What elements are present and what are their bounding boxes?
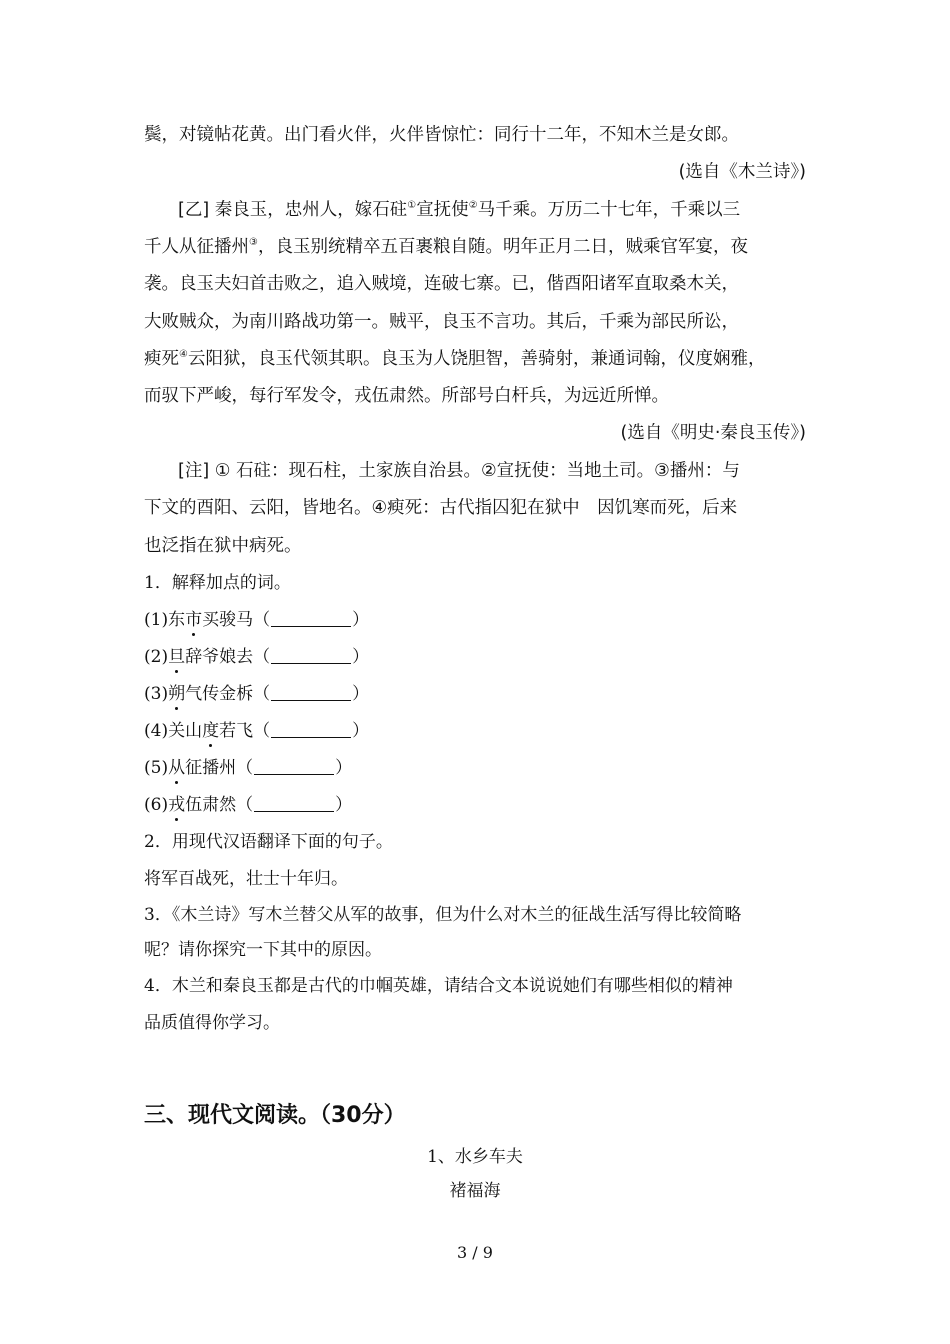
q4-line-2: 品质值得你学习。 [144, 1013, 280, 1033]
passage-yi-line-3: 袭。良玉夫妇首击败之，追入贼境，连破七寨。已，偕酉阳诸军直取桑木关， [144, 274, 739, 294]
answer-blank[interactable] [254, 794, 334, 812]
passage-yi-line-5: 瘐死④云阳狱，良玉代领其职。良玉为人饶胆智，善骑射，兼通词翰，仪度娴雅， [144, 349, 766, 369]
answer-blank[interactable] [271, 609, 351, 627]
q3-line-1: 3．《木兰诗》写木兰替父从军的故事，但为什么对木兰的征战生活写得比较简略 [144, 905, 742, 925]
q4-line-1: 4．木兰和秦良玉都是古代的巾帼英雄，请结合文本说说她们有哪些相似的精神 [144, 976, 733, 996]
page-number: 3 / 9 [457, 1243, 493, 1262]
q3-line-2: 呢？请你探究一下其中的原因。 [144, 940, 382, 960]
answer-blank[interactable] [271, 683, 351, 701]
q1-item: (1)东市买骏马（ ） [144, 610, 370, 630]
passage-jia-tail: 鬓，对镜帖花黄。出门看火伴，火伴皆惊忙：同行十二年，不知木兰是女郎。 [144, 125, 739, 145]
article-title: 1、水乡车夫 [427, 1147, 523, 1167]
q1-item: (2)旦辞爷娘去（ ） [144, 647, 370, 667]
passage-yi-line-4: 大败贼众，为南川路战功第一。贼平，良玉不言功。其后，千乘为部民所讼， [144, 312, 739, 332]
source-jia: (选自《木兰诗》) [678, 162, 806, 182]
article-author: 褚福海 [449, 1181, 501, 1201]
q1-item: (3)朔气传金柝（ ） [144, 684, 370, 704]
q1-title: 1．解释加点的词。 [144, 573, 291, 593]
q2-sentence: 将军百战死，壮士十年归。 [144, 869, 348, 889]
answer-blank[interactable] [271, 646, 351, 664]
passage-yi-line-2: 千人从征播州③，良玉别统精卒五百裹粮自随。明年正月二日，贼乘官军宴，夜 [144, 237, 748, 257]
q2-title: 2．用现代汉语翻译下面的句子。 [144, 832, 393, 852]
source-yi: (选自《明史·秦良玉传》) [620, 423, 806, 443]
notes-line-3: 也泛指在狱中病死。 [144, 536, 302, 556]
passage-yi-line-6: 而驭下严峻，每行军发令，戎伍肃然。所部号白杆兵，为远近所惮。 [144, 386, 669, 406]
notes-line-2: 下文的酉阳、云阳，皆地名。④瘐死：古代指囚犯在狱中 因饥寒而死，后来 [144, 498, 738, 518]
section-three-title: 三、现代文阅读。（30分） [144, 1103, 406, 1128]
q1-item: (4)关山度若飞（ ） [144, 721, 370, 741]
q1-item: (5)从征播州（ ） [144, 758, 353, 778]
answer-blank[interactable] [254, 757, 334, 775]
q1-item: (6)戎伍肃然（ ） [144, 795, 353, 815]
passage-yi-line-1: [乙] 秦良玉，忠州人，嫁石砫①宣抚使②马千乘。万历二十七年，千乘以三 [178, 200, 741, 220]
notes-line-1: [注] ① 石砫：现石柱，土家族自治县。②宣抚使：当地土司。③播州：与 [178, 461, 740, 481]
answer-blank[interactable] [271, 720, 351, 738]
